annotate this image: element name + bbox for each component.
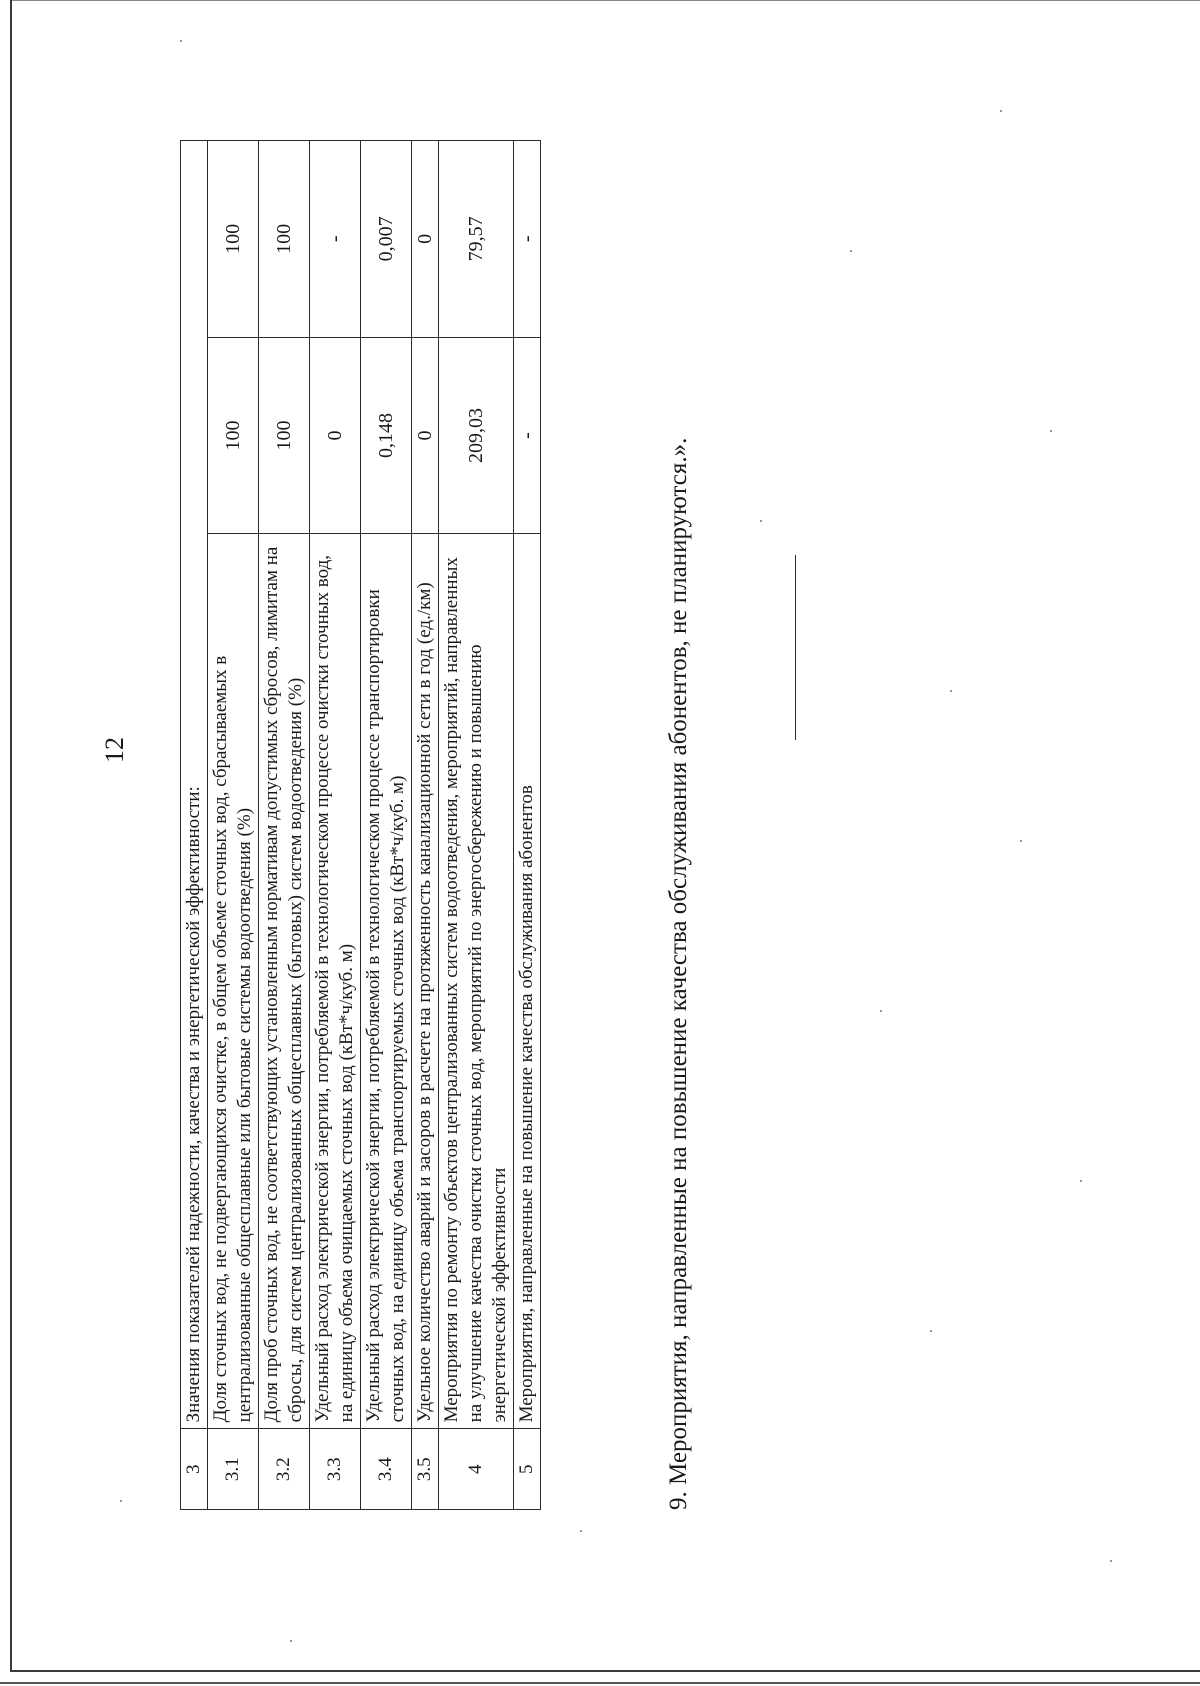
row-value-1: 209,03	[439, 337, 514, 534]
row-value-2: -	[310, 141, 361, 338]
row-number: 3.1	[208, 1429, 259, 1510]
scan-speck	[180, 40, 182, 42]
table-row	[310, 141, 361, 1510]
row-number: 4	[439, 1429, 514, 1510]
scan-speck	[850, 250, 852, 252]
row-number: 3	[181, 1429, 208, 1510]
row-value-1: 0	[310, 337, 361, 534]
table-row	[412, 141, 439, 1510]
scan-speck	[950, 690, 952, 692]
table-row	[259, 141, 310, 1510]
row-description: Мероприятия, направленные на повышение качества обслуживания абонентов	[514, 534, 541, 1429]
scan-edge-bottom-outer	[0, 1682, 1200, 1684]
row-description: Значения показателей надежности, качества и энергетической эффективности:	[181, 141, 208, 1429]
table-row	[439, 141, 514, 1510]
footer-rule	[795, 555, 796, 740]
rotated-page-content	[0, 110, 720, 1560]
row-value-1: 0	[412, 337, 439, 534]
scan-speck	[1080, 1180, 1082, 1182]
row-value-2: -	[514, 141, 541, 338]
row-number: 3.4	[361, 1429, 412, 1510]
scan-speck	[580, 1530, 582, 1532]
row-value-1: 100	[259, 337, 310, 534]
row-description: Доля сточных вод, не подвергающихся очистке, в общем объеме сточных вод, сбрасываемых в централизованные общесплавные или бытовые системы водоотведения (%)	[208, 534, 259, 1429]
row-description: Мероприятия по ремонту объектов централизованных систем водоотведения, мероприятий, направленных на улучшение качества очистки сточных вод, мероприятий по энергосбережению и повышению энергетической эффективности	[439, 534, 514, 1429]
row-value-2: 100	[259, 141, 310, 338]
table-row	[514, 141, 541, 1510]
row-description: Доля проб сточных вод, не соответствующих установленным нормативам допустимых сбросов, лимитам на сбросы, для систем централизованных общесплавных (бытовых) систем водоотведения (%)	[259, 534, 310, 1429]
indicators-table	[180, 140, 541, 1510]
scan-edge-top	[10, 0, 1200, 1]
scan-speck	[1050, 430, 1052, 432]
row-value-1: -	[514, 337, 541, 534]
scan-speck	[1110, 1560, 1112, 1562]
row-number: 3.3	[310, 1429, 361, 1510]
page-number: 12	[100, 737, 129, 763]
row-number: 3.2	[259, 1429, 310, 1510]
row-value-2: 79,57	[439, 141, 514, 338]
scan-speck	[880, 1010, 882, 1012]
row-value-2: 0	[412, 141, 439, 338]
row-number: 5	[514, 1429, 541, 1510]
row-description: Удельный расход электрической энергии, потребляемой в технологическом процессе очистки сточных вод, на единицу объема очищаемых сточных вод (кВт*ч/куб. м)	[310, 534, 361, 1429]
row-value-1: 100	[208, 337, 259, 534]
table-row	[208, 141, 259, 1510]
scan-speck	[760, 520, 762, 522]
scan-speck	[290, 1640, 292, 1642]
section-9-paragraph: 9. Мероприятия, направленные на повышение качества обслуживания абонентов, не планируются.».	[665, 437, 692, 1510]
scan-speck	[120, 1500, 122, 1502]
row-value-1: 0,148	[361, 337, 412, 534]
row-description: Удельный расход электрической энергии, потребляемой в технологическом процессе транспортировки сточных вод, на единицу объема транспортируемых сточных вод (кВт*ч/куб. м)	[361, 534, 412, 1429]
row-number: 3.5	[412, 1429, 439, 1510]
row-description: Удельное количество аварий и засоров в расчете на протяженность канализационной сети в год (ед./км)	[412, 534, 439, 1429]
scan-speck	[1000, 110, 1002, 112]
scan-speck	[930, 1330, 932, 1332]
row-value-2: 0,007	[361, 141, 412, 338]
row-value-2: 100	[208, 141, 259, 338]
scan-speck	[1020, 840, 1022, 842]
table-row	[181, 141, 208, 1510]
table-row	[361, 141, 412, 1510]
scan-edge-bottom	[10, 1670, 1200, 1672]
